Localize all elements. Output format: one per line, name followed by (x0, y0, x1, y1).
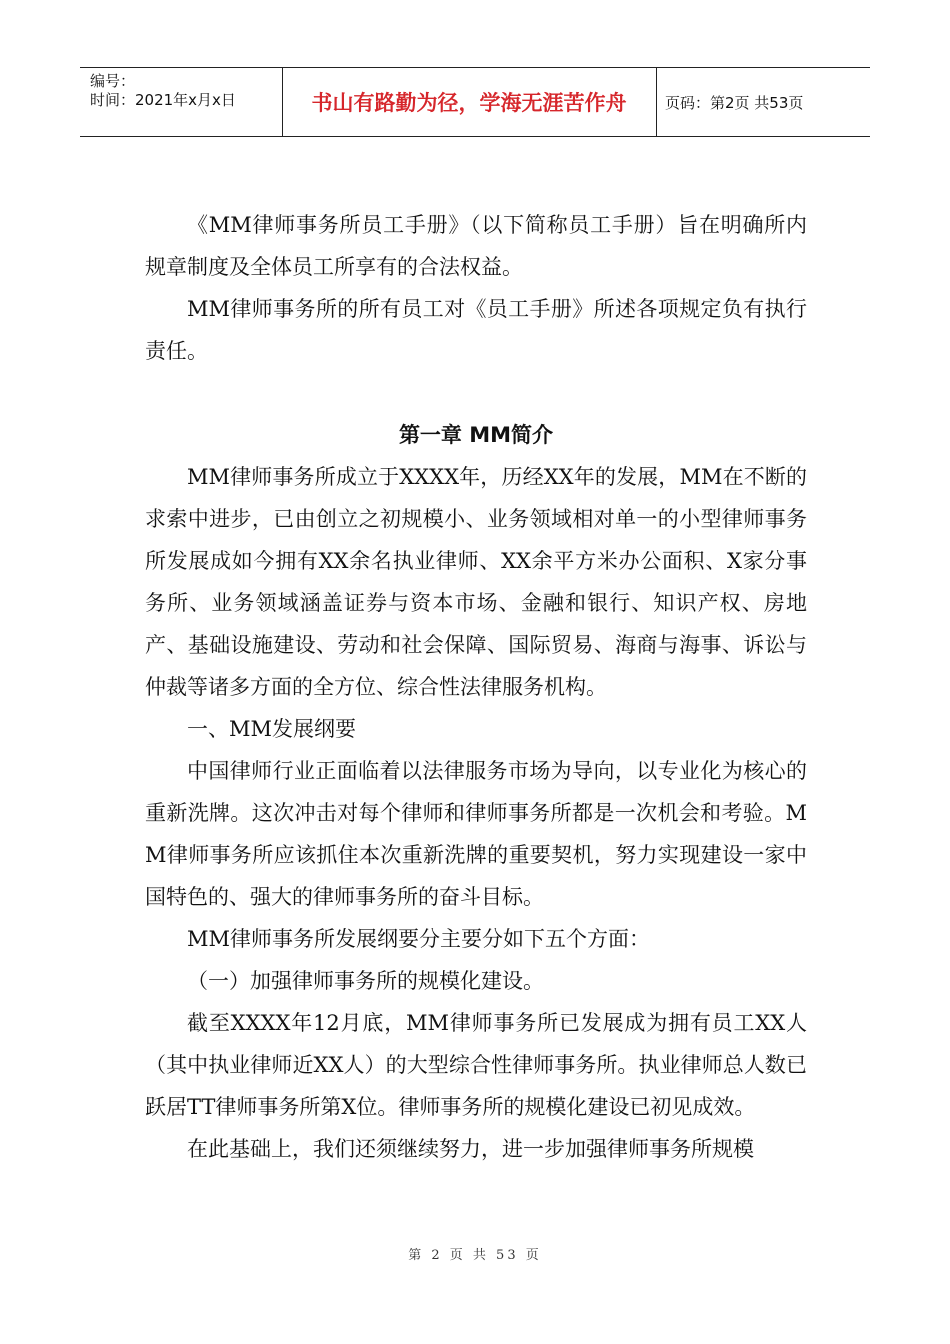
header-meta (90, 72, 236, 110)
header-divider (656, 68, 657, 136)
chapter-title: 第一章 MM简介 (398, 423, 554, 447)
paragraph: 截至XXXX年12月底，MM律师事务所已发展成为拥有员工XX人（其中执业律师近XX人）的大型综合性律师事务所。执业律师总人数已跃居TT律师事务所第X位。律师事务所的规模化建设已初见成效。 (145, 1011, 807, 1119)
paragraph: MM律师事务所的所有员工对《员工手册》所述各项规定负有执行责任。 (145, 297, 807, 363)
date-line: 时间：2021年x月x日 (90, 91, 236, 109)
paragraph: 《MM律师事务所员工手册》（以下简称员工手册）旨在明确所内规章制度及全体员工所享有的合法权益。 (145, 213, 807, 279)
header-page-info: 页码：第2页 共53页 (665, 93, 804, 112)
section-heading: 一、MM发展纲要 (187, 717, 357, 741)
paragraph: 中国律师行业正面临着以法律服务市场为导向，以专业化为核心的重新洗牌。这次冲击对每个律师和律师事务所都是一次机会和考验。MM律师事务所应该抓住本次重新洗牌的重要契机，努力实现建设一家中国特色的、强大的律师事务所的奋斗目标。 (145, 759, 807, 909)
subsection-heading: （一）加强律师事务所的规模化建设。 (187, 969, 544, 993)
number-label: 编号： (90, 72, 136, 90)
header-slogan: 书山有路勤为径，学海无涯苦作舟 (311, 91, 627, 115)
document-header (80, 67, 870, 137)
paragraph: 在此基础上，我们还须继续努力，进一步加强律师事务所规模 (187, 1137, 754, 1161)
paragraph: MM律师事务所成立于XXXX年，历经XX年的发展，MM在不断的求索中进步，已由创立之初规模小、业务领域相对单一的小型律师事务所发展成如今拥有XX余名执业律师、XX余平方米办公面积、X家分事务所、业务领域涵盖证券与资本市场、金融和银行、知识产权、房地产、基础设施建设、劳动和社会保障、国际贸易、海商与海事、诉讼与仲裁等诸多方面的全方位、综合性法律服务机构。 (145, 465, 807, 699)
document-body (145, 204, 807, 1170)
page-footer: 第 2 页 共 53 页 (408, 1248, 542, 1263)
paragraph: MM律师事务所发展纲要分主要分如下五个方面： (187, 927, 651, 951)
